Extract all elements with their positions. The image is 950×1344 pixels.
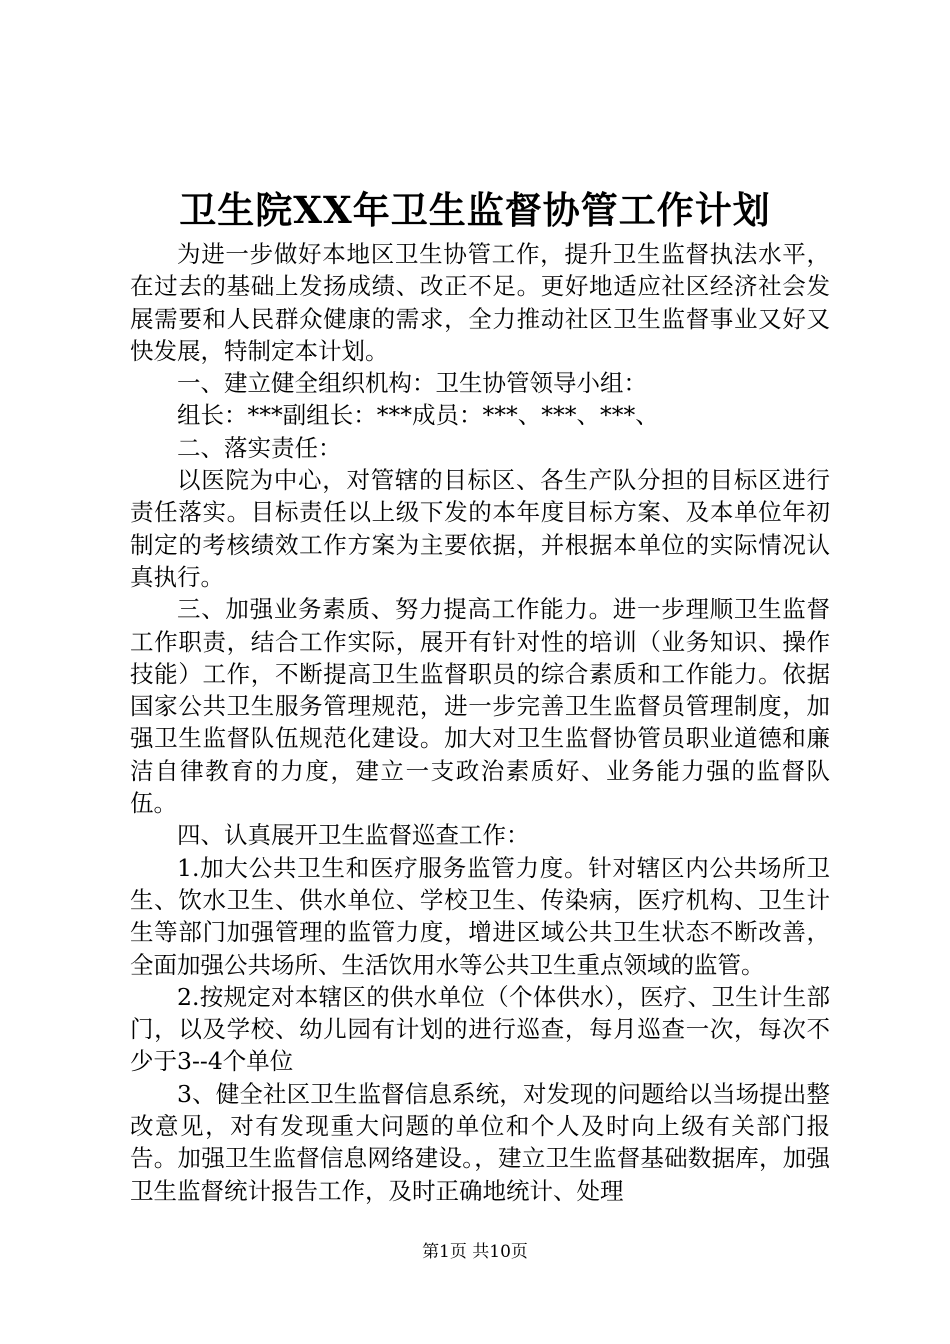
document-body [130, 238, 830, 1207]
paragraph-section-1-heading: 一、建立健全组织机构：卫生协管领导小组： [177, 369, 647, 398]
paragraph-section-2-heading: 二、落实责任： [177, 433, 342, 462]
paragraph-item-2: 2.按规定对本辖区的供水单位（个体供水），医疗、卫生计生部门，以及学校、幼儿园有计划的进行巡查，每月巡查一次，每次不少于3--4个单位 [130, 982, 830, 1076]
paragraph-section-3: 三、加强业务素质、努力提高工作能力。进一步理顺卫生监督工作职责，结合工作实际，展开有针对性的培训（业务知识、操作技能）工作，不断提高卫生监督职员的综合素质和工作能力。依据国家公共卫生服务管理规范，进一步完善卫生监督员管理制度，加强卫生监督队伍规范化建设。加大对卫生监督协管员职业道德和廉洁自律教育的力度，建立一支政治素质好、业务能力强的监督队伍。 [130, 595, 830, 818]
paragraph-members: 组长：***副组长：***成员：***、***、***、 [177, 401, 659, 430]
paragraph-item-1: 1.加大公共卫生和医疗服务监管力度。针对辖区内公共场所卫生、饮水卫生、供水单位、学校卫生、传染病，医疗机构、卫生计生等部门加强管理的监管力度，增进区域公共卫生状态不断改善，全面加强公共场所、生活饮用水等公共卫生重点领域的监管。 [130, 853, 830, 979]
document-title: 卫生院XX年卫生监督协管工作计划 [179, 188, 771, 232]
paragraph-section-4-heading: 四、认真展开卫生监督巡查工作： [177, 821, 530, 850]
paragraph-responsibility: 以医院为中心，对管辖的目标区、各生产队分担的目标区进行责任落实。目标责任以上级下发的本年度目标方案、及本单位年初制定的考核绩效工作方案为主要依据，并根据本单位的实际情况认真执行。 [130, 466, 830, 591]
paragraph-item-3: 3、健全社区卫生监督信息系统，对发现的问题给以当场提出整改意见，对有发现重大问题的单位和个人及时向上级有关部门报告。加强卫生监督信息网络建设。，建立卫生监督基础数据库，加强卫生监督统计报告工作，及时正确地统计、处理 [130, 1079, 830, 1205]
paragraph-intro: 为进一步做好本地区卫生协管工作，提升卫生监督执法水平，在过去的基础上发扬成绩、改正不足。更好地适应社区经济社会发展需要和人民群众健康的需求，全力推动社区卫生监督事业又好又快发展，特制定本计划。 [130, 240, 830, 365]
page-footer: 第1页 共10页 [422, 1242, 528, 1262]
